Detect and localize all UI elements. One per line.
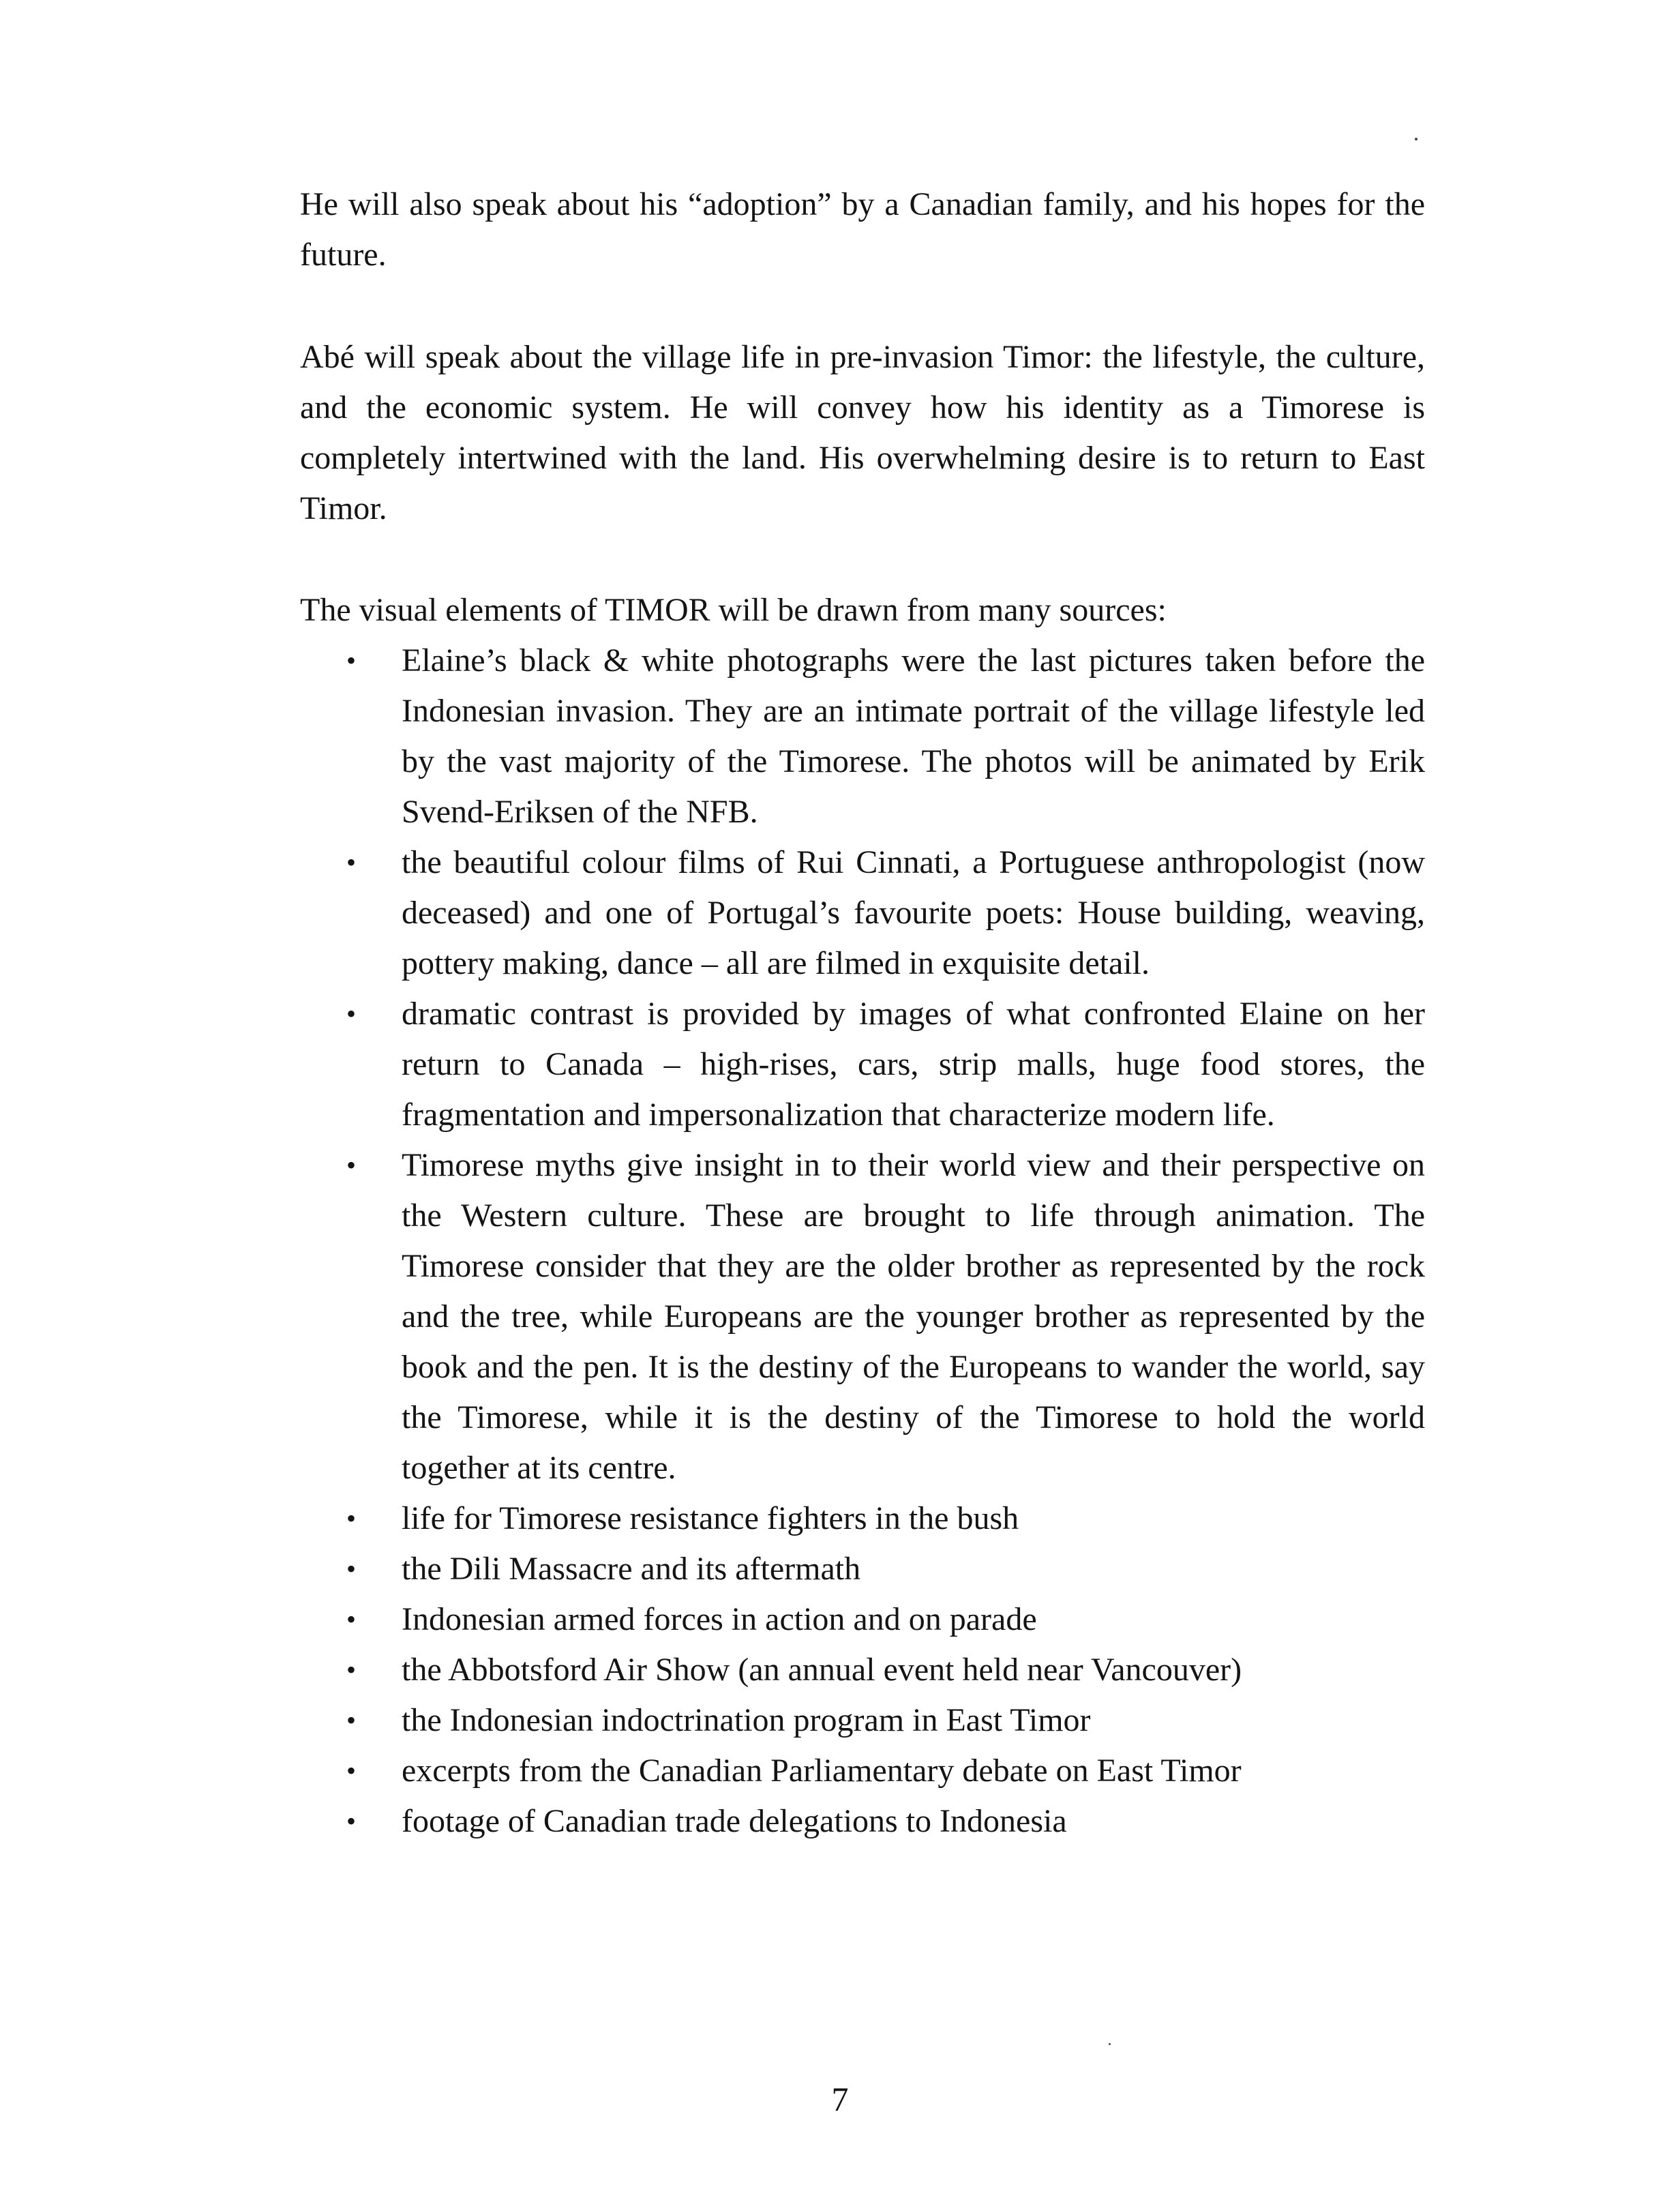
- list-item-text: the Abbotsford Air Show (an annual event held near Vancouver): [402, 1652, 1242, 1688]
- list-intro: The visual elements of TIMOR will be drawn from many sources:: [300, 592, 1167, 628]
- bullet-icon: •: [346, 1806, 356, 1836]
- list-item-text: Indonesian armed forces in action and on parade: [402, 1601, 1037, 1637]
- bullet-icon: •: [346, 1705, 356, 1736]
- bullet-icon: •: [346, 1150, 356, 1180]
- list-item: [300, 1746, 1425, 1796]
- list-item-text: the beautiful colour films of Rui Cinnati, a Portuguese anthropologist (now deceased) and one of Portugal’s favourite poets: House building, weaving, pottery making, dance – all are filmed in exquisite detail.: [402, 844, 1425, 981]
- list-item-text: dramatic contrast is provided by images of what confronted Elaine on her return to Canada – high-rises, cars, strip malls, huge food stores, the fragmentation and impersonalization that characterize modern life.: [402, 996, 1425, 1133]
- list-item: [300, 1594, 1425, 1645]
- bullet-icon: •: [346, 1604, 356, 1635]
- list-item-text: life for Timorese resistance fighters in the bush: [402, 1500, 1019, 1536]
- list-item: [300, 636, 1425, 837]
- list-item-text: excerpts from the Canadian Parliamentary debate on East Timor: [402, 1753, 1242, 1789]
- visual-elements-list: [300, 636, 1425, 1847]
- list-item: [300, 1493, 1425, 1544]
- bullet-icon: •: [346, 1553, 356, 1584]
- list-item: [300, 837, 1425, 989]
- list-item-text: Timorese myths give insight in to their world view and their perspective on the Western culture. These are brought to life through animation. The Timorese consider that they are the older brother as represented by the rock and the tree, while Europeans are the younger brother as represented by the book and the pen. It is the destiny of the Europeans to wander the world, say the Timorese, while it is the destiny of the Timorese to hold the world together at its centre.: [402, 1147, 1425, 1486]
- bullet-icon: •: [346, 998, 356, 1029]
- list-item: [300, 1140, 1425, 1493]
- list-item: [300, 1544, 1425, 1594]
- list-item-text: Elaine’s black & white photographs were the last pictures taken before the Indonesian invasion. They are an intimate portrait of the village lifestyle led by the vast majority of the Timorese. The photos will be animated by Erik Svend-Eriksen of the NFB.: [402, 642, 1425, 830]
- bullet-icon: •: [346, 847, 356, 878]
- bullet-icon: •: [346, 1755, 356, 1786]
- bullet-icon: •: [346, 1503, 356, 1534]
- scan-speck: [1109, 2043, 1111, 2045]
- list-item: [300, 1695, 1425, 1746]
- list-item-text: footage of Canadian trade delegations to Indonesia: [402, 1803, 1067, 1839]
- list-item-text: the Dili Massacre and its aftermath: [402, 1551, 861, 1587]
- bullet-icon: •: [346, 645, 356, 676]
- list-item: [300, 1645, 1425, 1695]
- list-item: [300, 1796, 1425, 1847]
- list-item-text: the Indonesian indoctrination program in East Timor: [402, 1702, 1091, 1738]
- bullet-icon: •: [346, 1654, 356, 1685]
- paragraph-village-life: Abé will speak about the village life in pre-invasion Timor: the lifestyle, the culture, and the economic system. He will convey how his identity as a Timorese is completely intertwined with the land. His overwhelming desire is to return to East Timor.: [300, 339, 1425, 526]
- paragraph-adoption: He will also speak about his “adoption” by a Canadian family, and his hopes for the future.: [300, 186, 1425, 273]
- page-number: 7: [831, 2080, 849, 2118]
- scan-speck: [1415, 138, 1418, 140]
- list-item: [300, 989, 1425, 1140]
